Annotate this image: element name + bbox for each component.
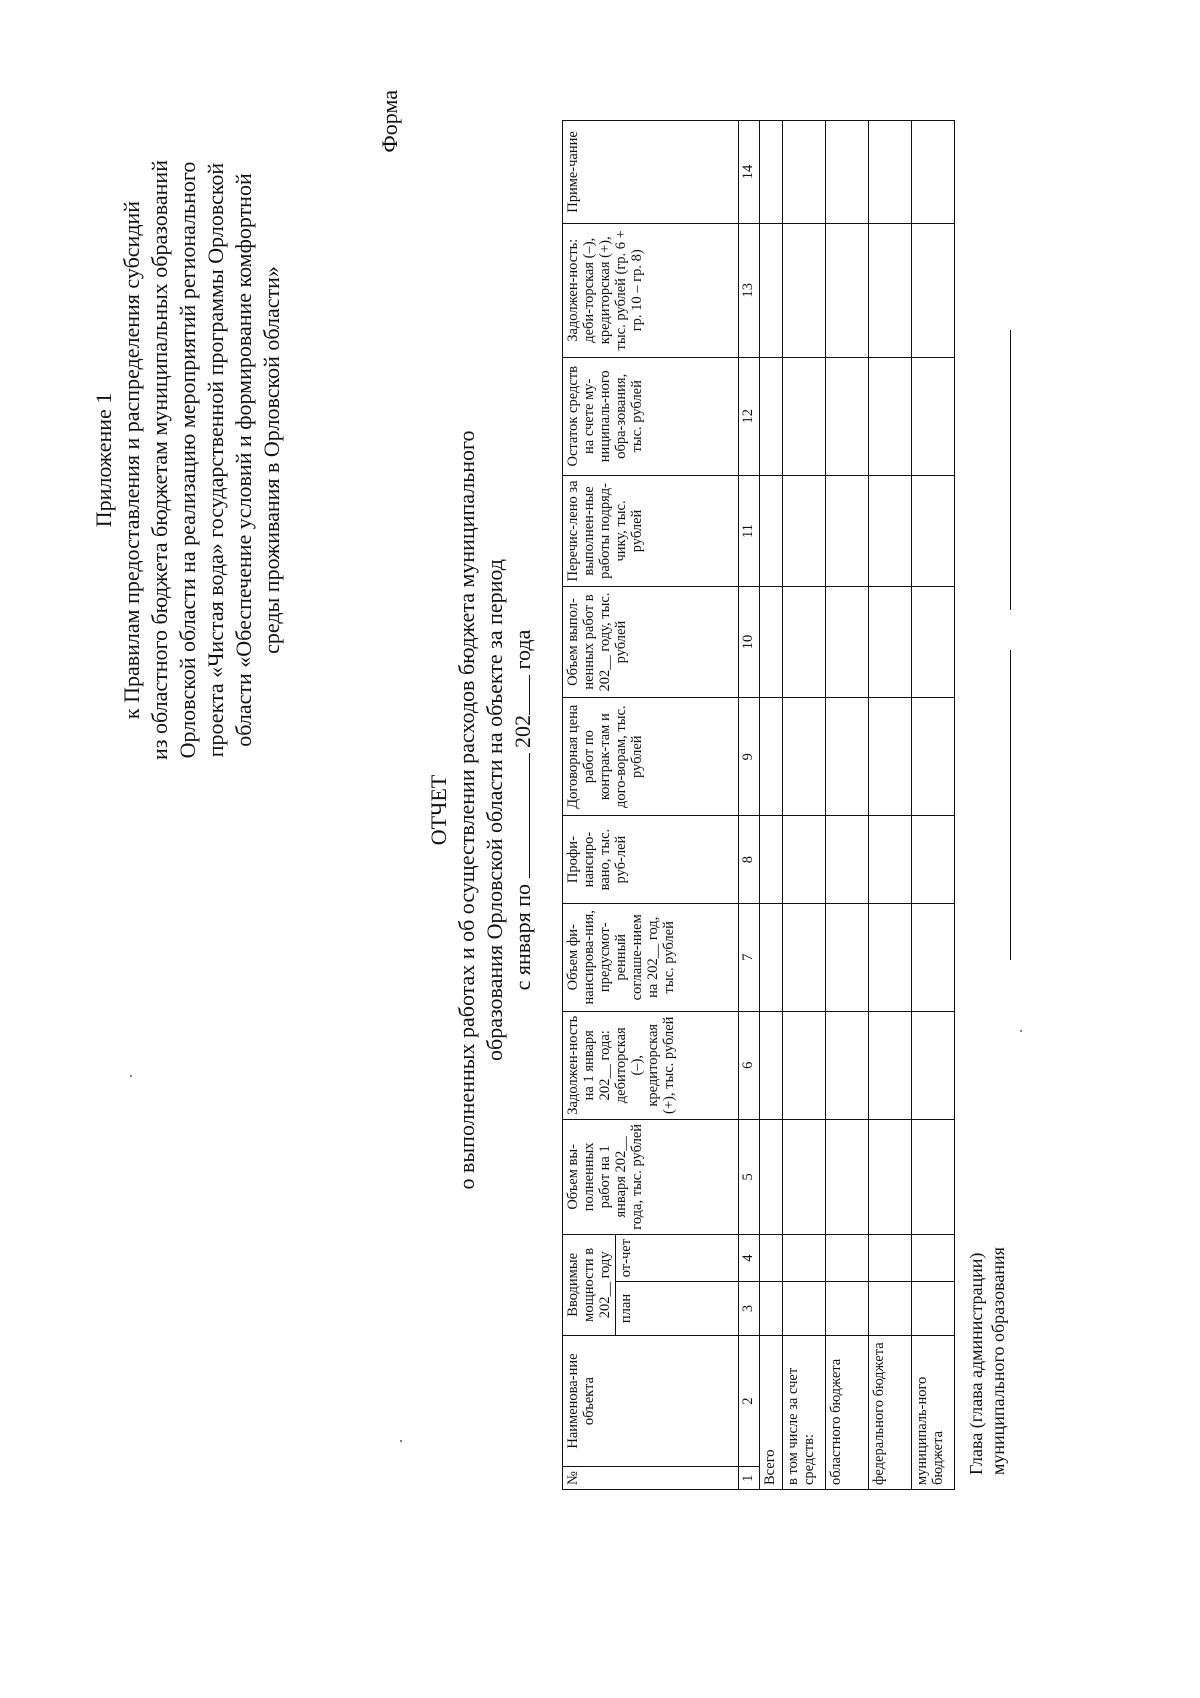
signature-block bbox=[965, 1247, 1009, 1475]
scan-speck bbox=[1020, 1030, 1022, 1032]
report-title: ОТЧЕТ bbox=[426, 774, 451, 846]
appendix-line: Приложение 1 bbox=[91, 392, 116, 528]
row-label: Всего bbox=[760, 1335, 783, 1489]
column-number: 14 bbox=[739, 121, 760, 224]
header-fact: от-чет bbox=[616, 1234, 739, 1281]
header-col12: Остаток средств на счете му-ниципаль-ного обра-зования, тыс. рублей bbox=[563, 357, 739, 475]
column-number: 4 bbox=[739, 1234, 760, 1281]
report-period bbox=[509, 20, 537, 1600]
appendix-header bbox=[90, 80, 286, 840]
name-blank bbox=[1010, 330, 1011, 610]
report-title-block bbox=[425, 20, 537, 1600]
row-label: муниципаль-ного бюджета bbox=[912, 1335, 955, 1489]
row-label: федерального бюджета bbox=[869, 1335, 912, 1489]
header-col8: Профи-нансиро-вано, тыс. руб-лей bbox=[563, 816, 739, 903]
header-col5: Объем вы-полненных работ на 1 января 202__ года, тыс. рублей bbox=[563, 1119, 739, 1234]
column-number: 3 bbox=[739, 1282, 760, 1335]
table-row bbox=[783, 121, 826, 1490]
column-number: 2 bbox=[739, 1335, 760, 1467]
header-no: № bbox=[563, 1467, 739, 1490]
signature-line-1: Глава (глава администрации) bbox=[966, 1252, 986, 1475]
signature-line-2: муниципального образования bbox=[988, 1247, 1008, 1475]
column-number: 12 bbox=[739, 357, 760, 475]
header-row bbox=[563, 121, 616, 1490]
period-year-blank bbox=[511, 675, 530, 715]
header-capacity: Вводимые мощности в 202__ году bbox=[563, 1234, 616, 1335]
appendix-line: области «Обеспечение условий и формирование комфортной bbox=[231, 173, 256, 747]
row-label: областного бюджета bbox=[826, 1335, 869, 1489]
document-page bbox=[15, 20, 1125, 1600]
appendix-line: из областного бюджета бюджетам муниципальных образований bbox=[147, 160, 172, 760]
table-row-total bbox=[760, 121, 783, 1490]
appendix-line: проекта «Чистая вода» государственной программы Орловской bbox=[203, 162, 228, 758]
scan-speck bbox=[400, 1440, 402, 1442]
appendix-line: Орловской области на реализацию мероприятий регионального bbox=[175, 161, 200, 759]
table-row bbox=[869, 121, 912, 1490]
table-row bbox=[912, 121, 955, 1490]
column-number-row bbox=[739, 121, 760, 1490]
header-col6: Задолжен-ность на 1 января 202__ года: дебиторская (–), кредиторская (+), тыс. рублей bbox=[563, 1011, 739, 1119]
row-label: в том числе за счет средств: bbox=[783, 1335, 826, 1489]
report-table bbox=[562, 120, 955, 1490]
period-year: 202 bbox=[510, 714, 535, 748]
table-row bbox=[826, 121, 869, 1490]
column-number: 5 bbox=[739, 1119, 760, 1234]
form-label: Форма bbox=[377, 90, 402, 153]
report-subtitle-1: о выполненных работах и об осуществлении расходов бюджета муниципального bbox=[454, 430, 479, 1190]
appendix-line: к Правилам предоставления и распределения субсидий bbox=[119, 200, 144, 720]
column-number: 1 bbox=[739, 1467, 760, 1490]
period-prefix: с января по bbox=[510, 883, 535, 991]
column-number: 8 bbox=[739, 816, 760, 903]
appendix-line: среды проживания в Орловской области» bbox=[259, 266, 284, 654]
column-number: 9 bbox=[739, 698, 760, 816]
column-number: 13 bbox=[739, 223, 760, 357]
period-suffix: года bbox=[510, 629, 535, 670]
header-col10: Объем выпол-ненных работ в 202__ году, тыс. рублей bbox=[563, 587, 739, 698]
report-subtitle-2: образования Орловской области на объекте за период bbox=[482, 559, 507, 1061]
header-name: Наименова-ние объекта bbox=[563, 1335, 739, 1467]
column-number: 10 bbox=[739, 587, 760, 698]
header-plan: план bbox=[616, 1282, 739, 1335]
header-col14: Приме-чание bbox=[563, 121, 739, 224]
scan-speck bbox=[130, 1075, 132, 1077]
period-month-blank bbox=[511, 753, 530, 878]
signature-blank bbox=[1010, 650, 1011, 960]
header-col9: Договорная цена работ по контрак-там и дого-ворам, тыс. рублей bbox=[563, 698, 739, 816]
header-col13: Задолжен-ность: деби-торская (–), кредиторская (+), тыс. рублей (гр. 6 + гр. 10 – гр. 8) bbox=[563, 223, 739, 357]
column-number: 6 bbox=[739, 1011, 760, 1119]
header-col11: Перечис-лено за выполнен-ные работы подряд-чику, тыс. рублей bbox=[563, 475, 739, 586]
column-number: 11 bbox=[739, 475, 760, 586]
column-number: 7 bbox=[739, 903, 760, 1011]
header-col7: Объем фи-нансирова-ния, предусмот-ренный соглаше-нием на 202__ год, тыс. рублей bbox=[563, 903, 739, 1011]
